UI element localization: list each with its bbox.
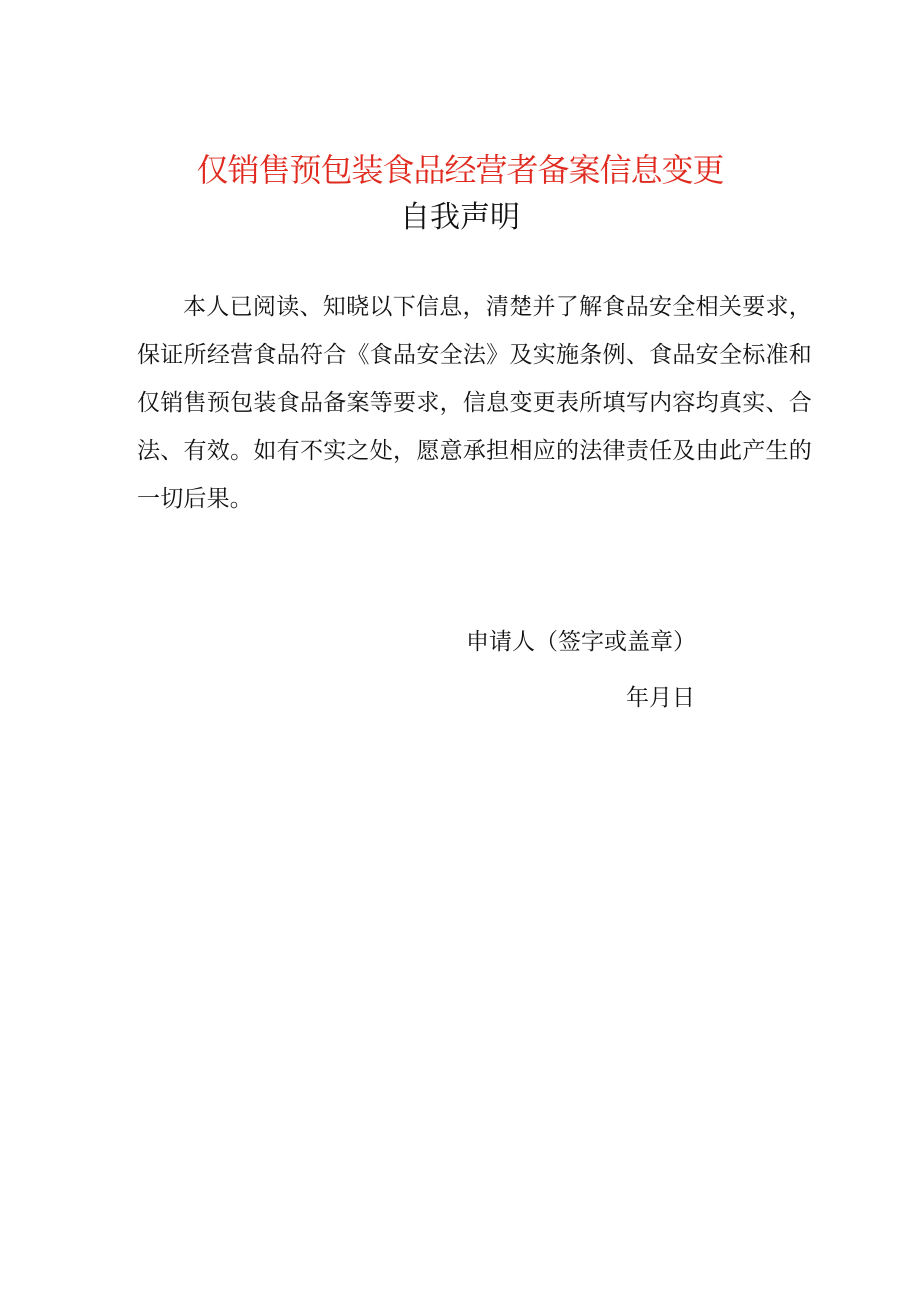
declaration-paragraph: 本人已阅读、知晓以下信息，清楚并了解食品安全相关要求，保证所经营食品符合《食品安全法》及实施条例、食品安全标准和仅销售预包装食品备案等要求，信息变更表所填写内容均真实、合法、有效。如有不实之处，愿意承担相应的法律责任及由此产生的一切后果。 [137, 294, 812, 512]
document-subtitle: 自我声明 [400, 200, 520, 235]
document-title: 仅销售预包装食品经营者备案信息变更 [196, 151, 724, 189]
date-label: 年月日 [626, 685, 695, 711]
applicant-signature-label: 申请人（签字或盖章） [466, 629, 696, 655]
